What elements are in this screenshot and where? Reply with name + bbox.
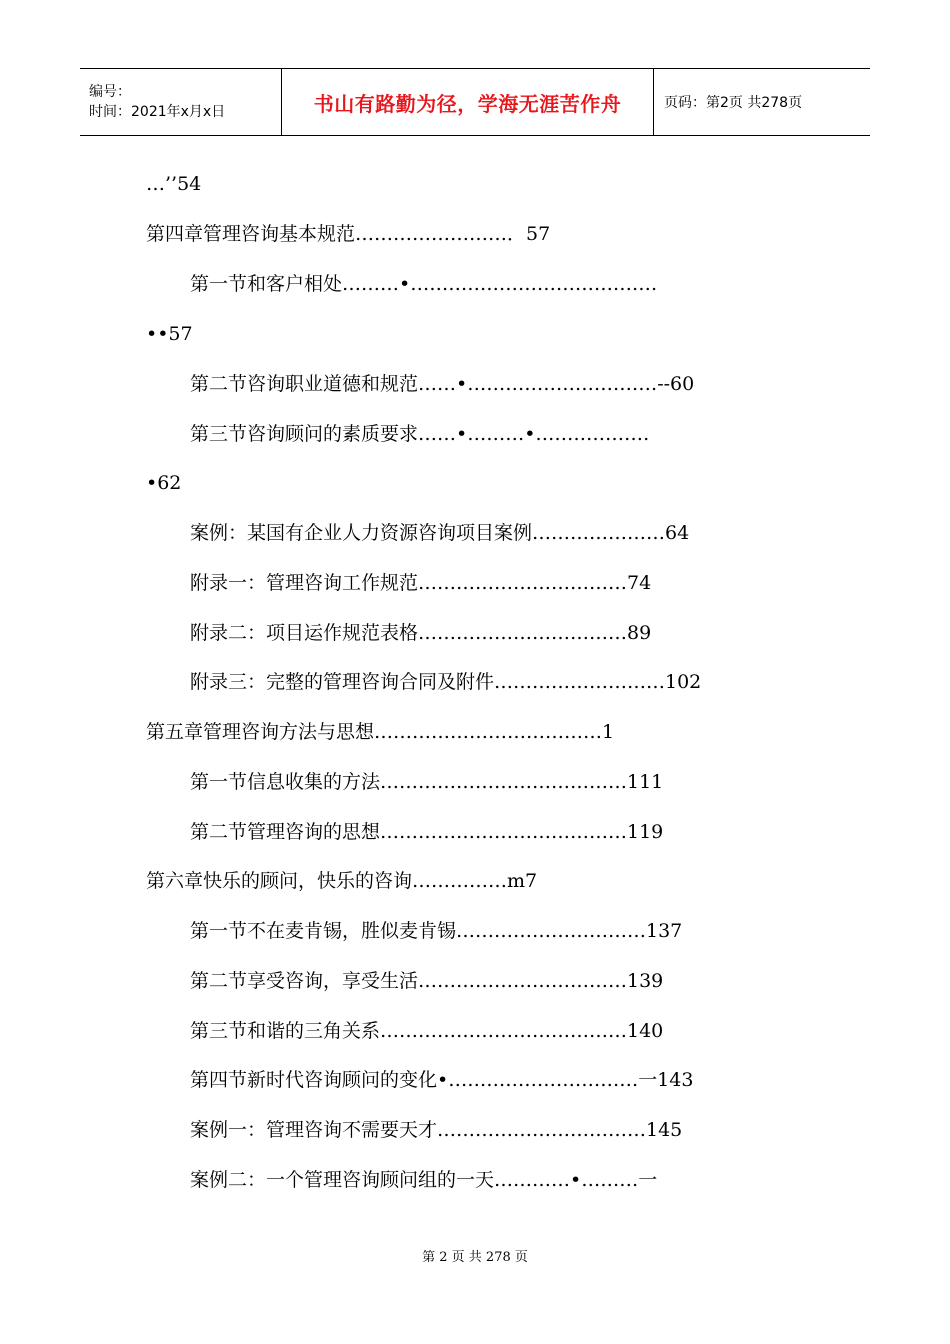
toc-section: 第二节咨询职业道德和规范……•…………………………--60 <box>190 373 695 395</box>
number-label: 编号： <box>89 84 131 100</box>
toc-section: 附录二：项目运作规范表格……………………………89 <box>190 622 652 644</box>
toc-section: 附录一：管理咨询工作规范……………………………74 <box>190 572 652 594</box>
page-header <box>80 68 870 136</box>
toc-section: 第二节管理咨询的思想…………………………………119 <box>190 821 664 843</box>
toc-section: 第三节咨询顾问的素质要求……•………•……………… <box>190 423 650 445</box>
header-meta-cell <box>80 69 282 135</box>
page-info: 页码：第2页 共278页 <box>664 95 803 111</box>
toc-section: 第一节不在麦肯锡，胜似麦肯锡…………………………137 <box>190 920 683 942</box>
toc-section: 第三节和谐的三角关系…………………………………140 <box>190 1020 664 1042</box>
toc-line: ••57 <box>146 323 193 345</box>
toc-line: •62 <box>146 472 182 494</box>
toc-chapter: 第四章管理咨询基本规范……………………．57 <box>146 223 551 245</box>
toc-line: …’’54 <box>146 173 202 195</box>
motto: 书山有路勤为径，学海无涯苦作舟 <box>313 91 622 116</box>
toc-section: 第一节信息收集的方法…………………………………111 <box>190 771 664 793</box>
toc-section: 第二节享受咨询，享受生活……………………………139 <box>190 970 664 992</box>
toc-section: 案例：某国有企业人力资源咨询项目案例…………………64 <box>190 522 690 544</box>
toc-section: 第一节和客户相处………•………………………………… <box>190 273 658 295</box>
toc-section: 第四节新时代咨询顾问的变化•…………………………一143 <box>190 1069 694 1091</box>
toc-section: 案例一：管理咨询不需要天才……………………………145 <box>190 1119 683 1141</box>
toc-chapter: 第六章快乐的顾问，快乐的咨询……………m7 <box>146 870 538 892</box>
toc-section: 附录三：完整的管理咨询合同及附件………………………102 <box>190 671 702 693</box>
page-footer: 第 2 页 共 278 页 <box>422 1250 528 1265</box>
toc-section: 案例二：一个管理咨询顾问组的一天…………•………一 <box>190 1169 658 1191</box>
toc-chapter: 第五章管理咨询方法与思想………………………………1 <box>146 721 615 743</box>
header-page-cell <box>654 69 870 135</box>
header-motto-cell <box>282 69 654 135</box>
time-label: 时间：2021年x月x日 <box>89 104 226 120</box>
